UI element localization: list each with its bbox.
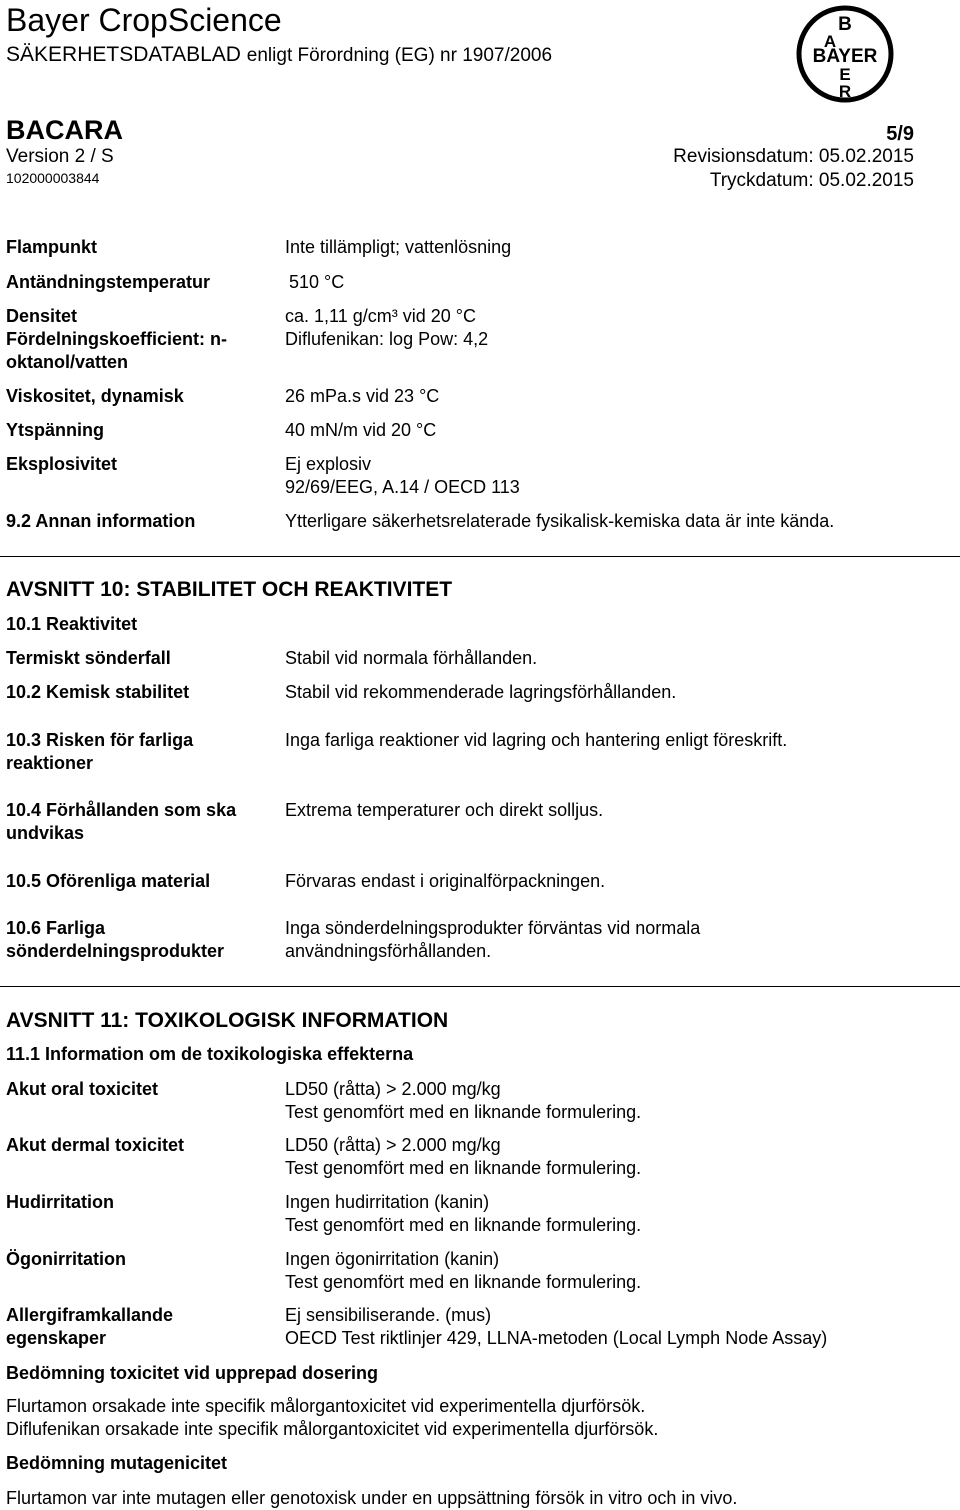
property-value: 26 mPa.s vid 23 °C: [285, 386, 440, 406]
property-label: Flampunkt: [6, 237, 98, 257]
property-value: Inga sönderdelningsprodukter förväntas vid normala: [285, 918, 701, 938]
property-label-cont: egenskaper: [6, 1328, 107, 1348]
section-11-title: AVSNITT 11: TOXIKOLOGISK INFORMATION: [6, 1009, 449, 1032]
repeated-dose-title: Bedömning toxicitet vid upprepad dosering: [6, 1363, 379, 1383]
document-title: [6, 43, 552, 67]
page-number: 5/9: [886, 123, 914, 145]
property-value: Inte tillämpligt; vattenlösning: [285, 237, 512, 257]
company-name: Bayer CropScience: [6, 2, 282, 38]
revision-date: Revisionsdatum: 05.02.2015: [673, 146, 914, 167]
subsection-title: 10.1 Reaktivitet: [6, 614, 138, 634]
property-label: Akut oral toxicitet: [6, 1079, 159, 1099]
property-label: 10.3 Risken för farliga: [6, 730, 194, 750]
svg-text:BAYER: BAYER: [812, 46, 878, 67]
property-value: Ytterligare säkerhetsrelaterade fysikalisk-kemiska data är inte kända.: [285, 511, 835, 531]
property-label: Akut dermal toxicitet: [6, 1135, 185, 1155]
print-date: Tryckdatum: 05.02.2015: [709, 170, 914, 191]
divider: [0, 556, 960, 557]
svg-text:B: B: [838, 14, 852, 35]
property-value-cont: Test genomfört med en liknande formulering.: [285, 1272, 642, 1292]
property-label: 10.4 Förhållanden som ska: [6, 800, 237, 820]
property-value: Ingen ögonirritation (kanin): [285, 1249, 500, 1269]
property-label: Termiskt sönderfall: [6, 648, 171, 668]
property-label: Ytspänning: [6, 420, 104, 440]
property-label: Densitet: [6, 306, 78, 326]
property-value-cont: Test genomfört med en liknande formulering.: [285, 1102, 642, 1122]
property-value: 510 °C: [289, 272, 345, 292]
property-label: 10.6 Farliga: [6, 918, 106, 938]
property-label: Eksplosivitet: [6, 454, 118, 474]
property-value: Ej sensibiliserande. (mus): [285, 1305, 492, 1325]
property-value-cont: användningsförhållanden.: [285, 941, 492, 961]
svg-text:E: E: [839, 65, 851, 84]
property-value: Diflufenikan: log Pow: 4,2: [285, 329, 489, 349]
document-type: SÄKERHETSDATABLAD: [6, 43, 241, 66]
property-value-cont: Test genomfört med en liknande formulering.: [285, 1158, 642, 1178]
divider: [0, 986, 960, 987]
subsection-title: 11.1 Information om de toxikologiska effekterna: [6, 1044, 414, 1064]
property-label: 10.2 Kemisk stabilitet: [6, 682, 190, 702]
product-name: BACARA: [6, 115, 123, 145]
property-label: Fördelningskoefficient: n-: [6, 329, 228, 349]
property-label: Hudirritation: [6, 1192, 114, 1212]
bayer-logo: [793, 4, 897, 104]
property-value: Inga farliga reaktioner vid lagring och hantering enligt föreskrift.: [285, 730, 788, 750]
property-value: 40 mN/m vid 20 °C: [285, 420, 437, 440]
property-label: 9.2 Annan information: [6, 511, 196, 531]
property-value-cont: OECD Test riktlinjer 429, LLNA-metoden (Local Lymph Node Assay): [285, 1328, 828, 1348]
regulation: enligt Förordning (EG) nr 1907/2006: [246, 45, 553, 66]
version: Version 2 / S: [6, 146, 114, 167]
property-value: Ej explosiv: [285, 454, 372, 474]
property-label: Viskositet, dynamisk: [6, 386, 184, 406]
property-value: LD50 (råtta) > 2.000 mg/kg: [285, 1135, 501, 1155]
svg-text:R: R: [838, 82, 852, 101]
property-label: Ögonirritation: [6, 1249, 126, 1269]
property-label-cont: undvikas: [6, 823, 85, 843]
mutagenicity-title: Bedömning mutagenicitet: [6, 1453, 228, 1473]
repeated-dose-text: Flurtamon orsakade inte specifik målorgantoxicitet vid experimentella djurförsök.: [6, 1396, 646, 1416]
property-value-cont: 92/69/EEG, A.14 / OECD 113: [285, 477, 520, 497]
svg-text:A: A: [823, 32, 837, 51]
property-label: 10.5 Oförenliga material: [6, 871, 211, 891]
property-label-cont: oktanol/vatten: [6, 352, 129, 372]
section-10-title: AVSNITT 10: STABILITET OCH REAKTIVITET: [6, 578, 453, 601]
property-label: Allergiframkallande: [6, 1305, 174, 1325]
property-value: Stabil vid rekommenderade lagringsförhållanden.: [285, 682, 677, 702]
property-label-cont: sönderdelningsprodukter: [6, 941, 225, 961]
mutagenicity-text: Flurtamon var inte mutagen eller genotoxisk under en uppsättning försök in vitro och in vivo.: [6, 1488, 738, 1508]
repeated-dose-text: Diflufenikan orsakade inte specifik målorgantoxicitet vid experimentella djurförsök.: [6, 1419, 659, 1439]
property-value: Extrema temperaturer och direkt solljus.: [285, 800, 604, 820]
property-value: Ingen hudirritation (kanin): [285, 1192, 490, 1212]
property-value: ca. 1,11 g/cm³ vid 20 °C: [285, 306, 476, 326]
property-value: LD50 (råtta) > 2.000 mg/kg: [285, 1079, 501, 1099]
property-value: Stabil vid normala förhållanden.: [285, 648, 538, 668]
property-value-cont: Test genomfört med en liknande formulering.: [285, 1215, 642, 1235]
document-number: 102000003844: [6, 170, 100, 186]
property-value: Förvaras endast i originalförpackningen.: [285, 871, 606, 891]
property-label: Antändningstemperatur: [6, 272, 211, 292]
property-label-cont: reaktioner: [6, 753, 94, 773]
